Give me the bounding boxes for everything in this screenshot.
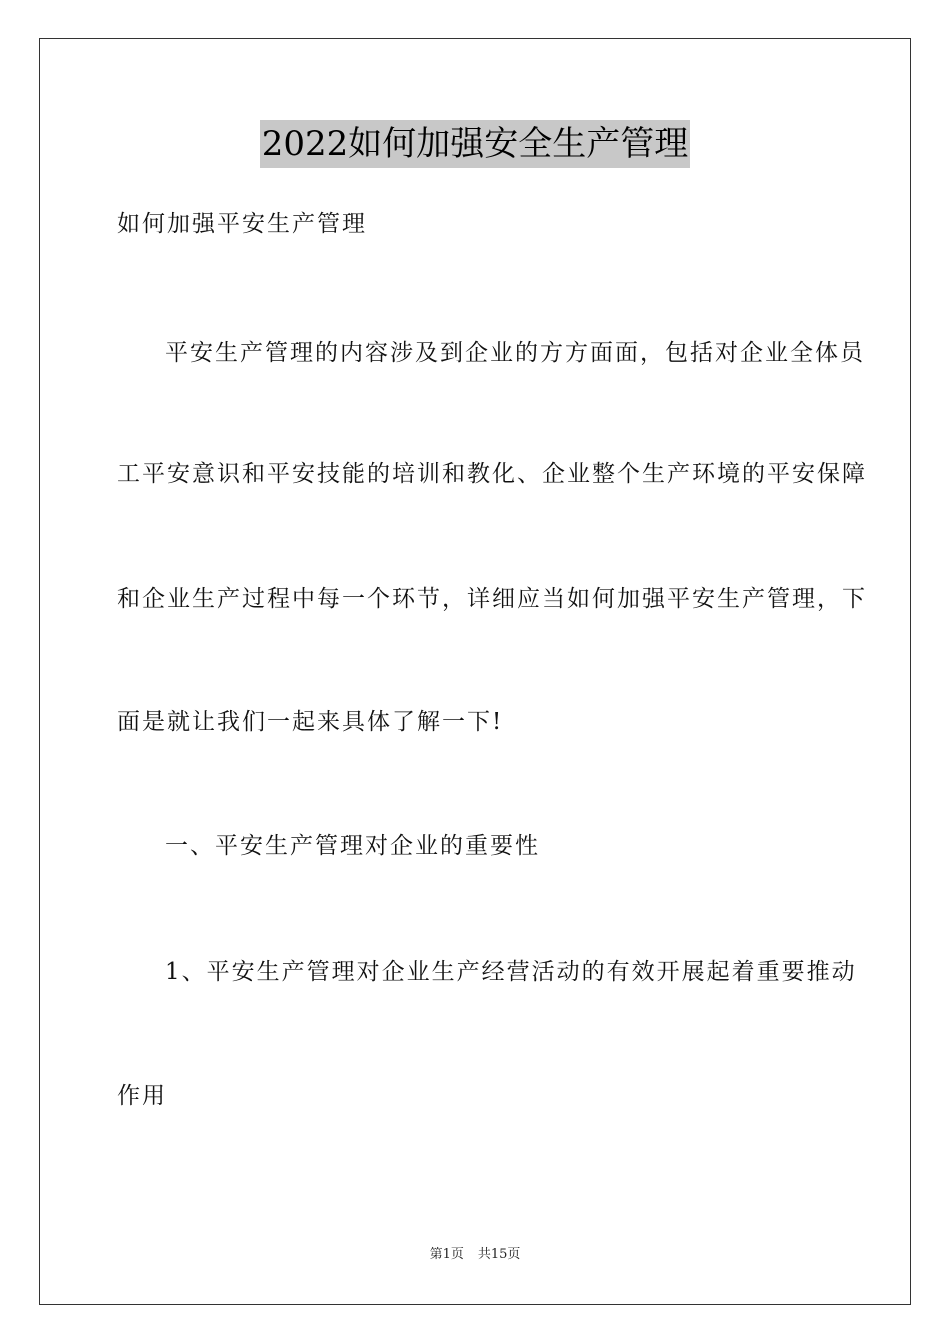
document-subtitle: 如何加强平安生产管理 (117, 211, 367, 237)
list-item-1-line-1: 1、平安生产管理对企业生产经营活动的有效开展起着重要推动 (165, 959, 857, 985)
paragraph-line-4: 面是就让我们一起来具体了解一下! (117, 709, 504, 735)
page-number: 第1页 (429, 1247, 464, 1262)
paragraph-line-2: 工平安意识和平安技能的培训和教化、企业整个生产环境的平安保障 (117, 461, 867, 487)
title-container (0, 120, 950, 168)
document-title: 2022如何加强安全生产管理 (260, 120, 691, 168)
page-footer (0, 1246, 950, 1264)
page-total: 共15页 (477, 1247, 521, 1262)
section-heading: 一、平安生产管理对企业的重要性 (165, 833, 540, 859)
paragraph-line-1: 平安生产管理的内容涉及到企业的方方面面，包括对企业全体员 (165, 340, 865, 366)
paragraph-line-3: 和企业生产过程中每一个环节，详细应当如何加强平安生产管理，下 (117, 586, 867, 612)
list-item-1-line-2: 作用 (117, 1083, 167, 1109)
